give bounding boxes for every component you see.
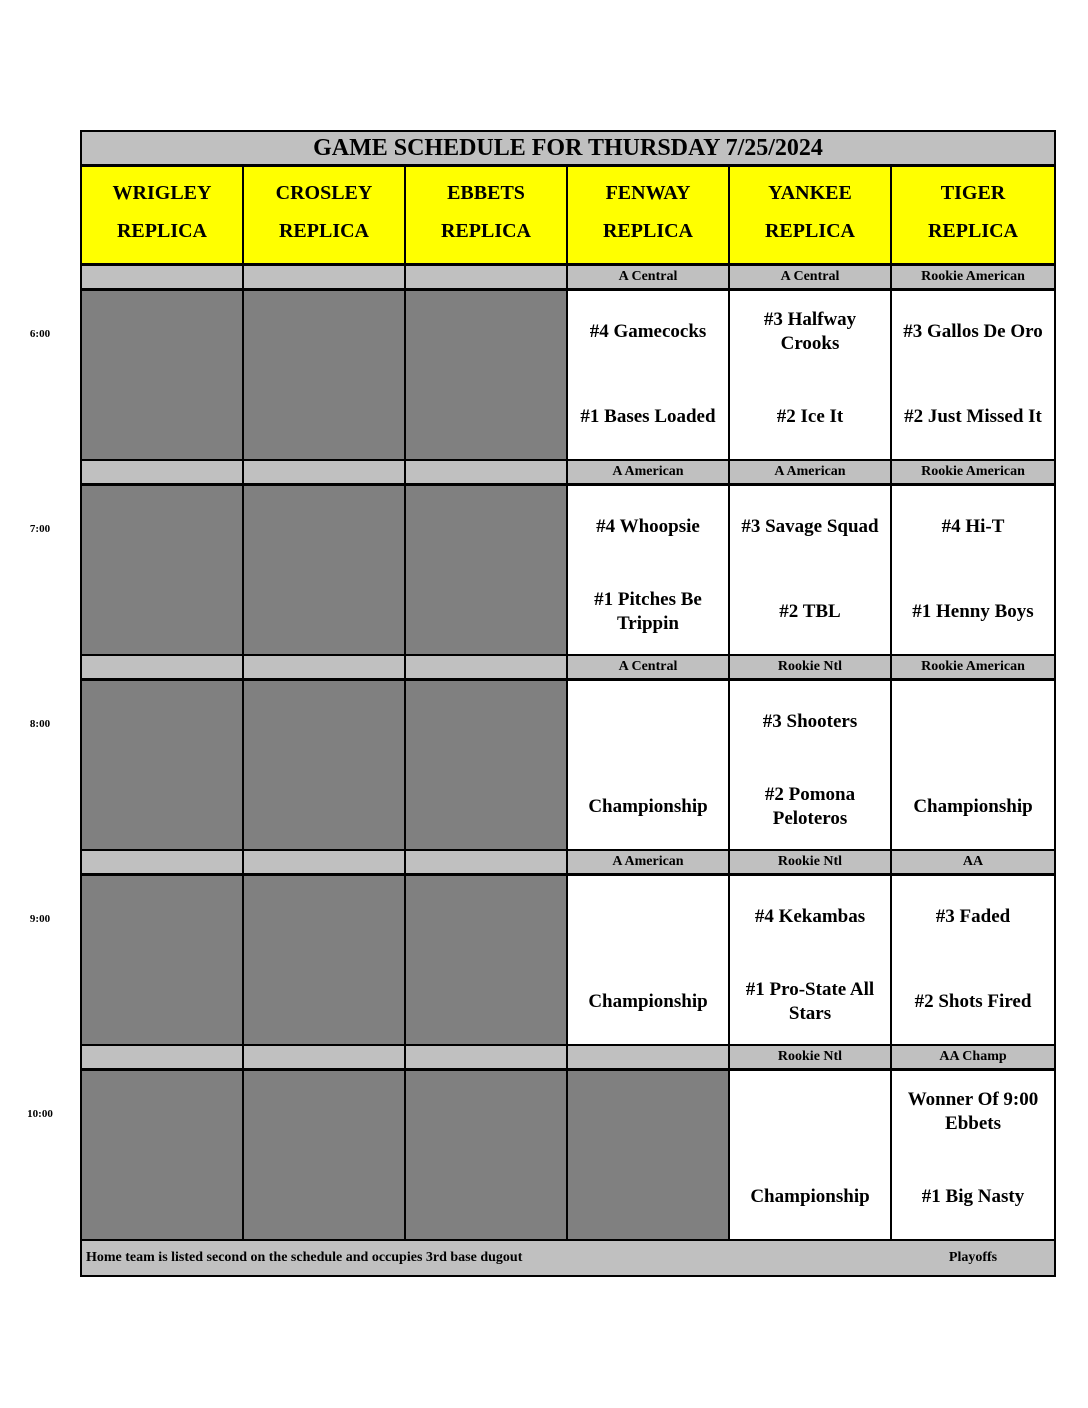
division-label-empty — [406, 1046, 566, 1068]
home-team: #2 TBL — [779, 601, 841, 622]
division-label: Rookie Ntl — [730, 851, 890, 873]
unused-slot — [406, 486, 566, 654]
unused-slot — [244, 291, 404, 459]
visitor-team — [568, 695, 728, 749]
division-label: A Central — [568, 656, 728, 678]
division-label: A Central — [730, 266, 890, 288]
unused-slot — [82, 291, 242, 459]
division-label-empty — [406, 461, 566, 483]
game-cell — [730, 486, 890, 654]
division-label: A Central — [568, 266, 728, 288]
unused-slot — [244, 486, 404, 654]
unused-slot — [406, 681, 566, 849]
field-type: REPLICA — [764, 220, 855, 242]
field-header-wrigley — [82, 167, 242, 263]
division-label-empty — [406, 851, 566, 873]
unused-slot — [82, 681, 242, 849]
field-type: REPLICA — [602, 220, 693, 242]
time-label: 6:00 — [29, 328, 51, 340]
visitor-team: #3 Faded — [935, 906, 1011, 927]
footer-note: Home team is listed second on the schedule and occupies 3rd base dugout — [86, 1250, 523, 1265]
division-label: AA Champ — [892, 1046, 1054, 1068]
field-name: EBBETS — [447, 182, 525, 204]
footer-playoffs: Playoffs — [948, 1250, 998, 1265]
division-label: A American — [568, 851, 728, 873]
home-team: #1 Big Nasty — [921, 1186, 1025, 1207]
game-cell — [568, 291, 728, 459]
division-label-empty — [244, 656, 404, 678]
division-label: AA — [892, 851, 1054, 873]
field-header-ebbets — [406, 167, 566, 263]
field-name: CROSLEY — [275, 182, 373, 204]
division-label: Rookie Ntl — [730, 1046, 890, 1068]
division-label: Rookie Ntl — [730, 656, 890, 678]
home-team: Championship — [750, 1186, 870, 1207]
visitor-team: #4 Hi-T — [941, 516, 1005, 537]
unused-slot — [82, 876, 242, 1044]
visitor-team: #3 Halfway Crooks — [763, 309, 857, 354]
field-name: TIGER — [940, 182, 1006, 204]
visitor-team: #4 Whoopsie — [596, 516, 700, 537]
unused-slot — [406, 876, 566, 1044]
footer-bar — [82, 1241, 1054, 1275]
home-team: #1 Pitches Be Trippin — [594, 589, 702, 634]
division-label-empty — [406, 656, 566, 678]
visitor-team: Wonner Of 9:00 Ebbets — [907, 1089, 1039, 1134]
division-label-empty — [406, 266, 566, 288]
home-team: #1 Bases Loaded — [580, 406, 716, 427]
game-cell — [892, 486, 1054, 654]
division-label-empty — [82, 1046, 242, 1068]
time-label: 7:00 — [29, 523, 51, 535]
division-label-empty — [82, 461, 242, 483]
home-team: Championship — [588, 991, 708, 1012]
home-team: #2 Ice It — [776, 406, 844, 427]
home-team: #1 Pro-State All Stars — [745, 979, 875, 1024]
unused-slot — [82, 486, 242, 654]
unused-slot — [244, 681, 404, 849]
home-team: Championship — [913, 796, 1033, 817]
field-name: FENWAY — [605, 182, 691, 204]
visitor-team: #3 Savage Squad — [741, 516, 879, 537]
division-label-empty — [244, 461, 404, 483]
division-label-empty — [568, 1046, 728, 1068]
game-cell — [892, 876, 1054, 1044]
division-label: Rookie American — [892, 461, 1054, 483]
game-cell — [730, 291, 890, 459]
visitor-team: #3 Gallos De Oro — [903, 321, 1043, 342]
division-label: A American — [568, 461, 728, 483]
unused-slot — [82, 1071, 242, 1239]
division-label-empty — [82, 266, 242, 288]
visitor-team: #4 Kekambas — [754, 906, 866, 927]
schedule-title: GAME SCHEDULE FOR THURSDAY 7/25/2024 — [82, 132, 1054, 164]
home-team: #2 Just Missed It — [904, 406, 1042, 427]
game-cell — [568, 486, 728, 654]
home-team: #1 Henny Boys — [912, 601, 1034, 622]
division-label-empty — [244, 851, 404, 873]
home-team: Championship — [588, 796, 708, 817]
game-cell — [892, 291, 1054, 459]
unused-slot — [406, 1071, 566, 1239]
home-team: #2 Pomona Peloteros — [764, 784, 856, 829]
game-cell — [730, 1071, 890, 1239]
game-cell — [892, 1071, 1054, 1239]
unused-slot — [568, 1071, 728, 1239]
game-cell — [892, 681, 1054, 849]
unused-slot — [244, 876, 404, 1044]
field-type: REPLICA — [116, 220, 207, 242]
unused-slot — [244, 1071, 404, 1239]
unused-slot — [406, 291, 566, 459]
time-label: 10:00 — [27, 1108, 53, 1120]
field-header-crosley — [244, 167, 404, 263]
visitor-team — [568, 890, 728, 944]
game-cell — [730, 681, 890, 849]
division-label-empty — [82, 656, 242, 678]
division-label: A American — [730, 461, 890, 483]
home-team: #2 Shots Fired — [914, 991, 1032, 1012]
visitor-team — [730, 1085, 890, 1139]
visitor-team: #3 Shooters — [762, 711, 858, 732]
field-type: REPLICA — [440, 220, 531, 242]
game-cell — [730, 876, 890, 1044]
time-label: 8:00 — [29, 718, 51, 730]
field-type: REPLICA — [278, 220, 369, 242]
schedule-table — [80, 130, 1056, 1277]
visitor-team: #4 Gamecocks — [589, 321, 707, 342]
time-label: 9:00 — [29, 913, 51, 925]
division-label: Rookie American — [892, 266, 1054, 288]
visitor-team — [892, 695, 1054, 749]
division-label-empty — [244, 1046, 404, 1068]
field-name: WRIGLEY — [112, 182, 212, 204]
field-header-tiger — [892, 167, 1054, 263]
division-label-empty — [244, 266, 404, 288]
field-type: REPLICA — [927, 220, 1018, 242]
field-header-yankee — [730, 167, 890, 263]
division-label: Rookie American — [892, 656, 1054, 678]
field-header-fenway — [568, 167, 728, 263]
division-label-empty — [82, 851, 242, 873]
field-name: YANKEE — [768, 182, 852, 204]
game-cell — [568, 876, 728, 1044]
game-cell — [568, 681, 728, 849]
